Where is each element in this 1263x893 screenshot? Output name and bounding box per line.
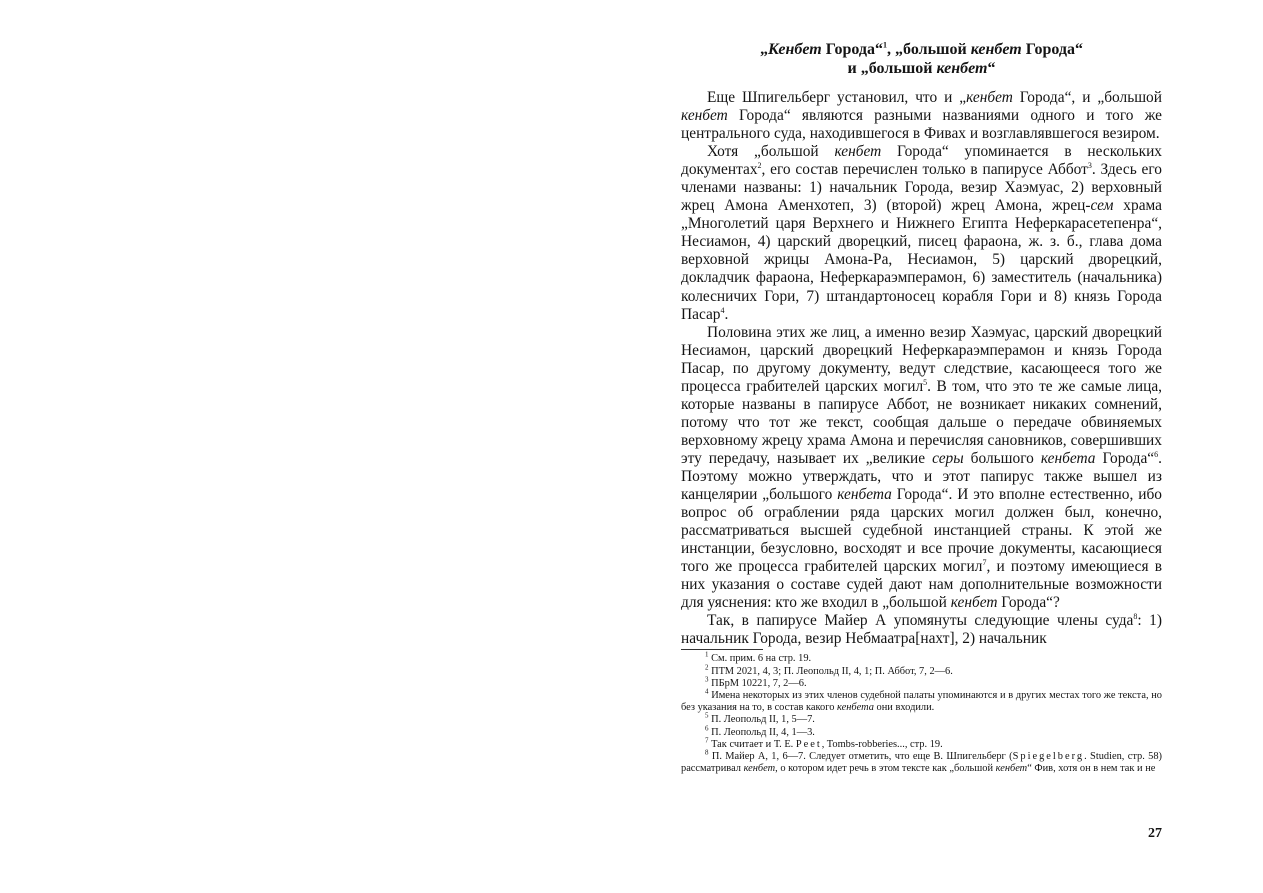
italic-term: кенбет — [834, 143, 882, 161]
paragraph-2 — [681, 143, 1162, 323]
footnote-text: “ Фив, хотя он в нем так и не — [1027, 763, 1156, 775]
footnote-number: 2 — [705, 663, 709, 672]
footnote-ref: 6 — [1154, 449, 1159, 459]
text: Еще Шпигельберг установил, что и „ — [707, 89, 967, 106]
text: . Здесь его членами названы: 1) начальник Города, везир Хаэмуас, 2) верховный жрец Амона Аменхотеп, 3) (второй) жрец Амона, жрец- — [681, 161, 1162, 215]
footnote-ref: 5 — [923, 377, 928, 387]
title-text: и „большой — [847, 60, 937, 77]
text: Города“, и „большой — [1012, 89, 1162, 106]
footnote-8 — [681, 748, 1163, 775]
italic-term: кенбет — [995, 763, 1028, 775]
footnote-text: . Studien, стр. 58) рассматривал — [681, 751, 1163, 775]
text: Города“ упоминается в нескольких документах — [681, 143, 1162, 179]
text: Города“ являются разными названиями одного и того же центрального суда, находившегося в Фивах и возглавлявшегося везиром. — [681, 107, 1162, 143]
page-number: 27 — [1148, 826, 1162, 841]
footnote-number: 7 — [705, 736, 709, 745]
text: Города“ — [1095, 449, 1155, 467]
footnote-7 — [681, 736, 1162, 751]
footnote-ref: 2 — [757, 161, 762, 171]
footnote-3 — [681, 675, 1162, 690]
footnote-text: , о котором идет речь в этом тексте как „большой — [775, 763, 996, 775]
paragraph-4 — [681, 612, 1162, 648]
italic-term: кенбет — [966, 89, 1013, 106]
footnote-number: 3 — [705, 675, 709, 684]
text: . В том, что это те же самые лица, которые названы в папирусе Аббот, не возникает никаких сомнений, потому что тот же текст, сообщая дальше о передаче обвиняемых верховному жрецу храма Амона и перечисляя сановников, совершивших эту передачу, называет их „великие — [681, 377, 1162, 467]
italic-term: кенбета — [837, 486, 892, 504]
footnote-text: Так считает и Т. Е. — [708, 738, 796, 750]
footnotes — [681, 650, 1163, 775]
section-title-line-2 — [681, 59, 1162, 78]
italic-term: кенбет — [743, 763, 776, 775]
footnote-text: ПБрМ 10221, 7, 2—6. — [708, 677, 807, 689]
footnote-ref: 1 — [883, 40, 888, 50]
footnote-number: 6 — [705, 724, 709, 733]
text: Города“. И это вполне естественно, ибо вопрос об ограблении ряда царских могил должен был, конечно, рассматриваться высшей судебной инстанцией страны. К этой же инстанции, безусловно, восходят и все прочие документы, касающиеся того же процесса грабителей царских могил — [681, 486, 1162, 576]
title-text: Города“ — [1021, 41, 1084, 58]
footnote-text: П. Леопольд II, 4, 1—3. — [708, 726, 815, 738]
footnote-1 — [681, 650, 1162, 665]
title-text: “ — [987, 60, 996, 77]
footnote-text: , Tombs-robberies..., стр. 19. — [821, 738, 943, 750]
footnote-ref: 7 — [982, 558, 987, 568]
footnote-divider — [681, 649, 763, 650]
text: большого — [963, 449, 1041, 467]
footnote-text: они входили. — [873, 702, 935, 714]
text: Половина этих же лиц, а именно везир Хаэмуас, царский дворецкий Несиамон, царский дворецкий Неферкараэмперамон и князь Города Пасар, по другому документу, ведут следствие, касающееся того же процесса грабителей царских могил — [681, 323, 1162, 395]
italic-term: серы — [932, 449, 964, 467]
footnote-text: П. Леопольд II, 1, 5—7. — [708, 714, 815, 726]
title-text: , „большой — [887, 41, 971, 58]
text: . Поэтому можно утверждать, что и этот папирус также вышел из канцелярии „большого — [681, 449, 1162, 504]
footnote-text: См. прим. 6 на стр. 19. — [708, 653, 812, 665]
footnote-6 — [681, 724, 1162, 739]
text-column — [681, 40, 1162, 775]
paragraph-3 — [681, 324, 1162, 613]
italic-term: кенбета — [837, 702, 874, 714]
title-italic: кенбет — [970, 41, 1022, 58]
paragraph-1 — [681, 89, 1162, 143]
footnote-ref: 8 — [1133, 612, 1138, 622]
text: Хотя „большой — [707, 143, 835, 161]
title-italic: кенбет — [936, 60, 988, 77]
text: . — [724, 305, 729, 323]
text: , его состав перечислен только в папирусе Аббот — [761, 161, 1088, 179]
italic-term: кенбета — [1040, 449, 1096, 467]
text: Города“? — [997, 594, 1060, 612]
author-name: Peet — [795, 738, 822, 750]
footnote-4 — [681, 687, 1162, 714]
title-text: „ — [759, 41, 768, 58]
footnote-5 — [681, 714, 1162, 726]
author-name: Spiegelberg — [1012, 751, 1085, 763]
text: храма „Многолетий царя Верхнего и Нижнего Египта Неферкарасетепенра“, Несиамон, 4) царский дворецкий, писец фараона, ж. з. б., глава дома верховной жрицы Амона-Ра, Несиамон, 5) царский дворецкий, докладчик фараона, Неферкараэмперамон, 6) заместитель (начальника) колесничих Гори, 7) штандартоносец корабля Гори и 8) князь Города Пасар — [681, 197, 1162, 323]
section-title-line-1 — [681, 40, 1162, 59]
footnote-number: 4 — [705, 687, 709, 696]
footnote-number: 5 — [705, 712, 709, 720]
footnote-ref: 4 — [720, 305, 725, 315]
text: , и поэтому имеющиеся в них указания о составе судей дают нам дополнительные возможности для уяснения: кто же входил в „большой — [681, 558, 1162, 612]
footnote-2 — [681, 663, 1162, 678]
footnote-number: 8 — [705, 748, 709, 757]
title-text: Города“ — [821, 41, 884, 58]
italic-term: сем — [1090, 197, 1114, 215]
text: Так, в папирусе Майер А упомянуты следующие члены суда — [707, 612, 1134, 630]
footnote-text: П. Майер А, 1, 6—7. Следует отметить, что еще В. Шпигельберг ( — [708, 751, 1013, 763]
footnote-text: ПТМ 2021, 4, 3; П. Леопольд II, 4, 1; П. Аббот, 7, 2—6. — [708, 665, 953, 677]
italic-term: кенбет — [950, 594, 998, 612]
section-title — [681, 40, 1162, 78]
footnote-ref: 3 — [1087, 161, 1092, 171]
footnote-number: 1 — [705, 650, 709, 659]
italic-term: кенбет — [681, 107, 728, 125]
body-text — [681, 89, 1162, 648]
title-italic: Кенбет — [767, 41, 822, 58]
text: : 1) начальник Города, везир Небмаатра[нахт], 2) начальник — [681, 612, 1162, 648]
footnote-text: Имена некоторых из этих членов судебной палаты упоминаются и в других местах того же текста, но без указания на то, в состав какого — [681, 690, 1162, 714]
